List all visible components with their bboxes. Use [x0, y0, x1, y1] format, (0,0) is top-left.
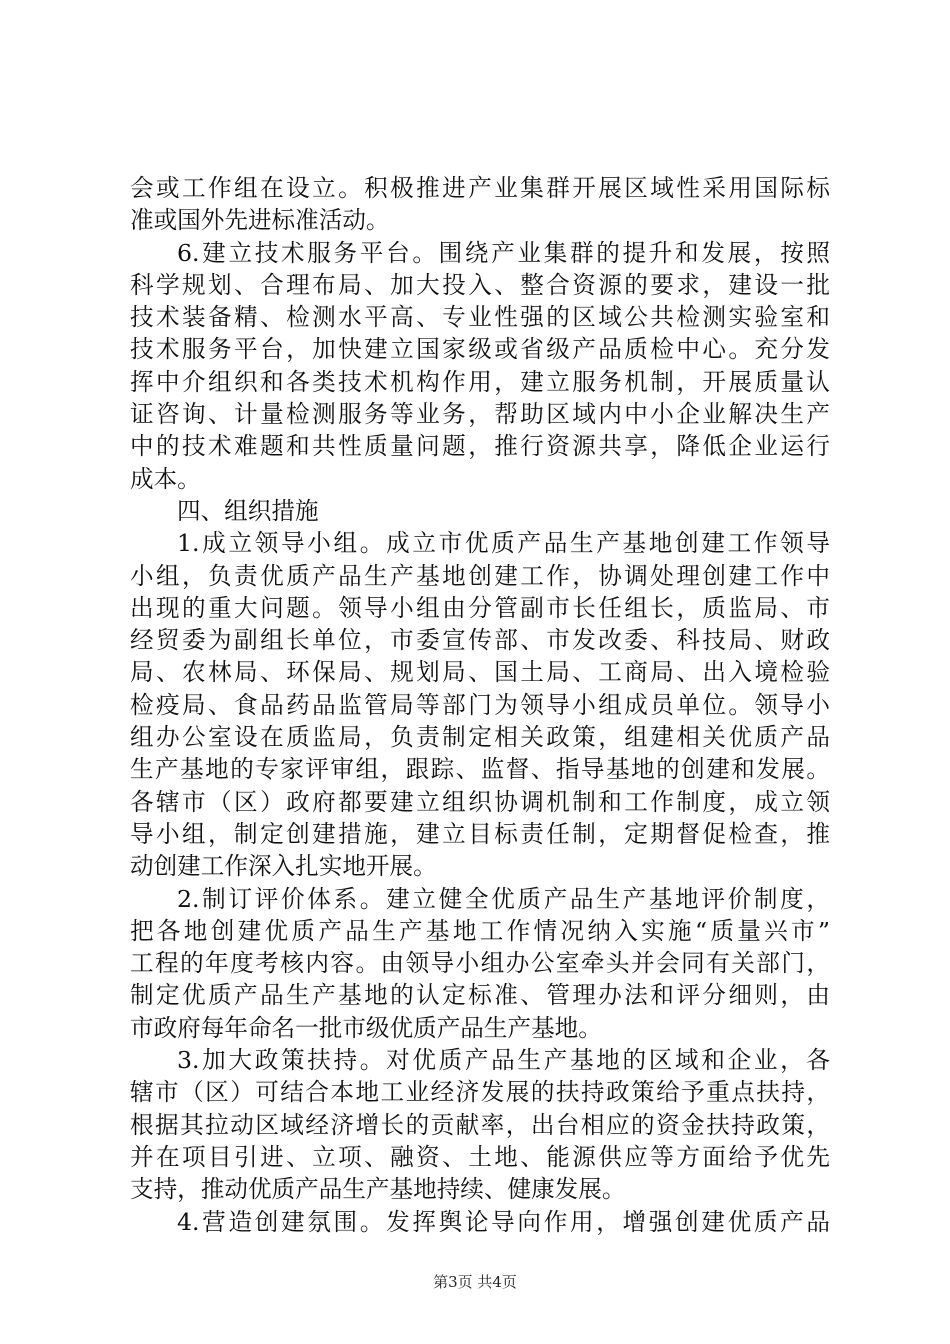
- section-heading: 四、组织措施: [177, 496, 319, 525]
- text-line: 1.成立领导小组。成立市优质产品生产基地创建工作领导: [177, 529, 830, 558]
- text-line: 科学规划、合理布局、加大投入、整合资源的要求，建设一批: [130, 270, 830, 299]
- text-line: 6.建立技术服务平台。围绕产业集群的提升和发展，按照: [177, 238, 830, 267]
- text-line: 根据其拉动区域经济增长的贡献率，出台相应的资金扶持政策，: [130, 1110, 830, 1139]
- text-line: 2.制订评价体系。建立健全优质产品生产基地评价制度，: [177, 884, 830, 913]
- text-line: 中的技术难题和共性质量问题，推行资源共享，降低企业运行: [130, 432, 830, 461]
- document-body: [130, 172, 830, 1238]
- text-line: 生产基地的专家评审组，跟踪、监督、指导基地的创建和发展。: [130, 755, 830, 784]
- text-line: 准或国外先进标准活动。: [130, 206, 390, 235]
- text-line: 工程的年度考核内容。由领导小组办公室牵头并会同有关部门，: [130, 949, 830, 978]
- text-line: 会或工作组在设立。积极推进产业集群开展区域性采用国际标: [130, 174, 830, 202]
- text-line: 市政府每年命名一批市级优质产品生产基地。: [130, 1013, 602, 1042]
- text-line: 并在项目引进、立项、融资、土地、能源供应等方面给予优先: [130, 1142, 830, 1171]
- text-line: 支持，推动优质产品生产基地持续、健康发展。: [130, 1175, 626, 1204]
- text-line: 挥中介组织和各类技术机构作用，建立服务机制，开展质量认: [130, 367, 830, 396]
- text-line: 技术服务平台，加快建立国家级或省级产品质检中心。充分发: [130, 335, 830, 364]
- text-line: 组办公室设在质监局，负责制定相关政策，组建相关优质产品: [130, 723, 830, 752]
- page-footer: 第3页 共4页: [433, 1273, 517, 1291]
- text-line: 把各地创建优质产品生产基地工作情况纳入实施“质量兴市”: [130, 916, 830, 945]
- text-line: 动创建工作深入扎实地开展。: [130, 852, 437, 881]
- text-line: 3.加大政策扶持。对优质产品生产基地的区域和企业，各: [177, 1046, 830, 1075]
- text-line: 检疫局、食品药品监管局等部门为领导小组成员单位。领导小: [130, 690, 830, 719]
- text-line: 成本。: [130, 464, 201, 493]
- text-line: 4.营造创建氛围。发挥舆论导向作用，增强创建优质产品: [177, 1207, 830, 1236]
- text-line: 各辖市（区）政府都要建立组织协调机制和工作制度，成立领: [130, 787, 830, 816]
- text-line: 出现的重大问题。领导小组由分管副市长任组长，质监局、市: [130, 593, 830, 622]
- text-line: 小组，负责优质产品生产基地创建工作，协调处理创建工作中: [130, 561, 830, 590]
- text-line: 导小组，制定创建措施，建立目标责任制，定期督促检查，推: [130, 819, 830, 848]
- text-line: 辖市（区）可结合本地工业经济发展的扶持政策给予重点扶持，: [130, 1078, 830, 1107]
- text-line: 证咨询、计量检测服务等业务，帮助区域内中小企业解决生产: [130, 400, 830, 429]
- text-line: 技术装备精、检测水平高、专业性强的区域公共检测实验室和: [130, 303, 830, 332]
- text-line: 经贸委为副组长单位，市委宣传部、市发改委、科技局、财政: [130, 626, 830, 655]
- text-line: 制定优质产品生产基地的认定标准、管理办法和评分细则，由: [130, 981, 830, 1010]
- text-line: 局、农林局、环保局、规划局、国土局、工商局、出入境检验: [130, 658, 830, 687]
